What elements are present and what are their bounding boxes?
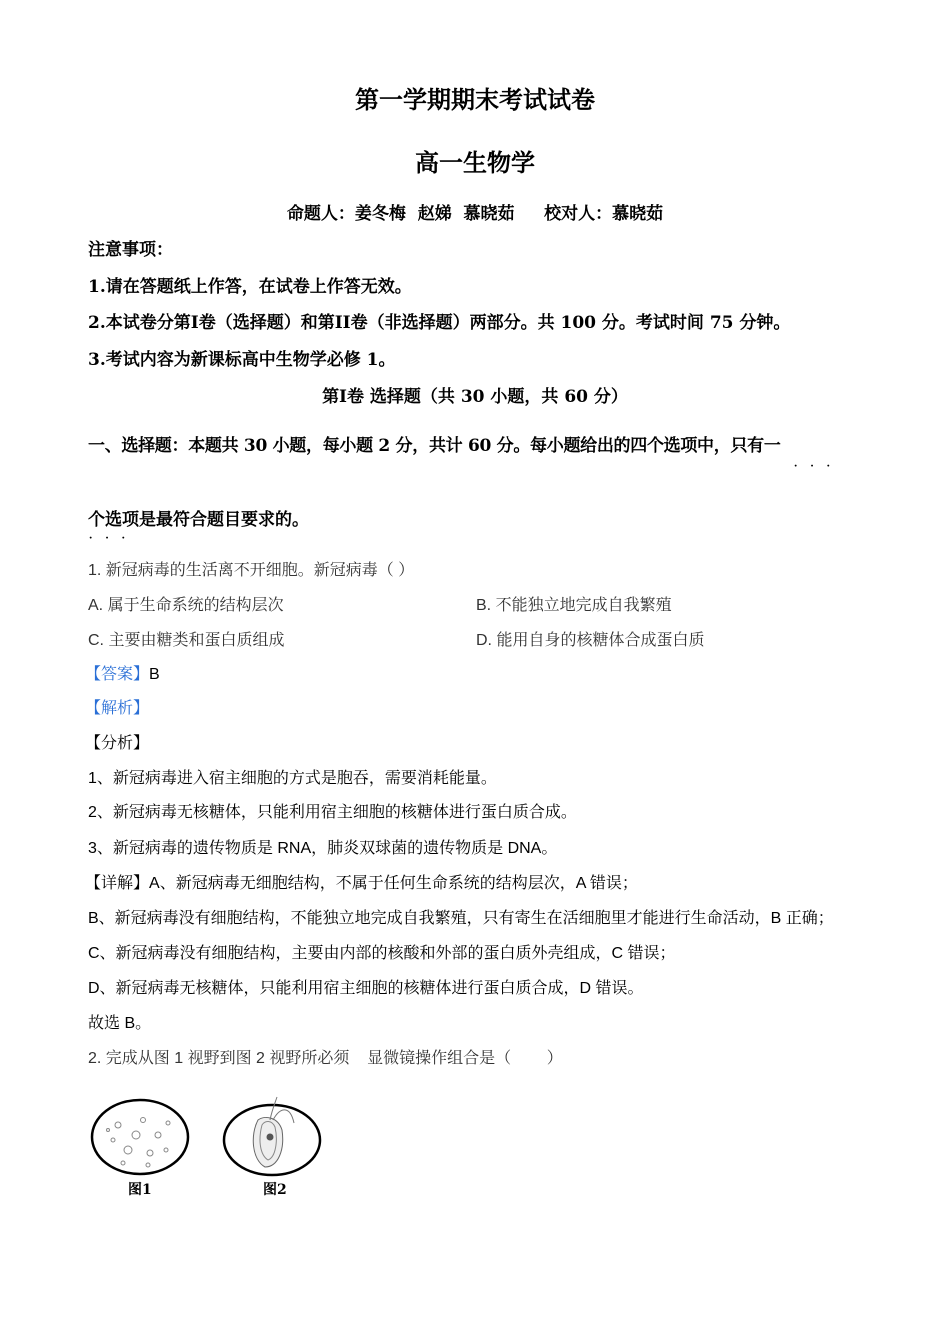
q1-option-d: D. 能用自身的核糖体合成蛋白质 <box>476 632 705 649</box>
fenxi-label: 【分析】 <box>85 735 150 752</box>
answer-label: 【答案】 <box>85 666 150 683</box>
fenxi-item: 1、新冠病毒进入宿主细胞的方式是胞吞，需要消耗能量。 <box>88 770 497 787</box>
question-1-stem: 1. 新冠病毒的生活离不开细胞。新冠病毒（ ） <box>88 562 415 579</box>
q1-option-c: C. 主要由糖类和蛋白质组成 <box>88 632 285 649</box>
figure-1-label: 图1 <box>128 1182 152 1198</box>
emphasis-dots: ··· <box>793 458 842 475</box>
q1-option-b: B. 不能独立地完成自我繁殖 <box>476 597 672 614</box>
section-instruction: 一、选择题：本题共 30 小题，每小题 2 分，共计 60 分。每小题给出的四个选项中，只有一 <box>88 436 781 456</box>
emphasis-dots: ··· <box>88 530 137 547</box>
detail-item: D、新冠病毒无核糖体，只能利用宿主细胞的核糖体进行蛋白质合成，D 错误。 <box>88 980 644 997</box>
note-item: 3.考试内容为新课标高中生物学必修 1。 <box>88 350 396 370</box>
exam-authors: 命题人：姜冬梅 赵娣 慕晓茹 校对人：慕晓茹 <box>286 204 664 224</box>
fenxi-item: 3、新冠病毒的遗传物质是 RNA，肺炎双球菌的遗传物质是 DNA。 <box>88 840 558 857</box>
note-item: 2.本试卷分第I卷（选择题）和第II卷（非选择题）两部分。共 100 分。考试时间 75 分钟。 <box>88 313 791 333</box>
question-2-stem: 2. 完成从图 1 视野到图 2 视野所必须 显微镜操作组合是（ ） <box>88 1050 563 1067</box>
detail-item: A、新冠病毒无细胞结构，不属于任何生命系统的结构层次，A 错误； <box>149 875 638 892</box>
figure-2-microscope-view <box>220 1095 325 1180</box>
notes-heading: 注意事项： <box>88 240 173 260</box>
detail-item: B、新冠病毒没有细胞结构，不能独立地完成自我繁殖，只有寄生在活细胞里才能进行生命活动，B 正确； <box>88 910 834 927</box>
conclusion: 故选 B。 <box>88 1015 152 1032</box>
figure-2-label: 图2 <box>263 1182 287 1198</box>
answer-row <box>85 667 160 683</box>
detail-item: C、新冠病毒没有细胞结构，主要由内部的核酸和外部的蛋白质外壳组成，C 错误； <box>88 945 676 962</box>
detail-label: 【详解】 <box>85 875 150 892</box>
analysis-label: 【解析】 <box>85 700 150 717</box>
section-title: 第I卷 选择题（共 30 小题，共 60 分） <box>322 387 628 407</box>
note-item: 1.请在答题纸上作答，在试卷上作答无效。 <box>88 277 412 297</box>
fenxi-item: 2、新冠病毒无核糖体，只能利用宿主细胞的核糖体进行蛋白质合成。 <box>88 804 577 821</box>
exam-title: 第一学期期末考试试卷 <box>355 85 595 114</box>
section-instruction: 个选项是最符合题目要求的。 <box>88 510 309 530</box>
answer-value: B <box>149 666 160 683</box>
exam-subtitle: 高一生物学 <box>415 148 535 177</box>
q1-option-a: A. 属于生命系统的结构层次 <box>88 597 284 614</box>
figure-1-microscope-view <box>88 1095 193 1180</box>
detail-row <box>85 876 638 892</box>
